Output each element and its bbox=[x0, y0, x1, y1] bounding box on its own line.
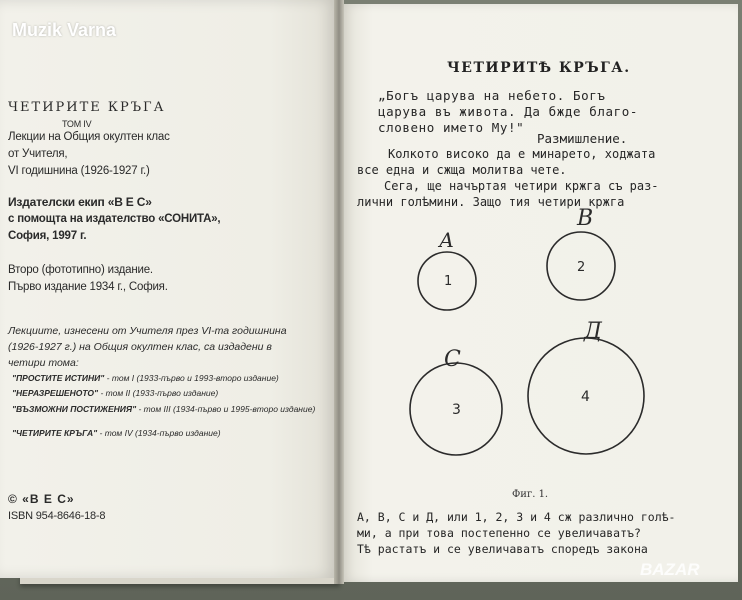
publisher-line-1: Издателски екип «В Е С» bbox=[8, 195, 152, 209]
circle-d-letter: Д bbox=[584, 319, 602, 344]
right-paragraph-line-4: Размишление. bbox=[537, 131, 628, 146]
right-bottom-line-3: Тѣ растатъ и се увеличаватъ споредъ закона bbox=[357, 542, 648, 556]
right-title: ЧЕТИРИТѢ КРЪГА. bbox=[447, 60, 631, 76]
four-circles-figure bbox=[341, 195, 738, 525]
bazar-corner-mark: BAZAR bbox=[640, 560, 700, 579]
isbn-line: ISBN 954-8646-18-8 bbox=[8, 510, 106, 522]
volume-item-1-detail: - том I (1933-първо и 1993-второ издание) bbox=[106, 373, 279, 383]
circle-c bbox=[410, 347, 502, 455]
volume-item-4-name: "ЧЕТИРИТЕ КРЪГА" bbox=[12, 428, 98, 438]
circle-a bbox=[418, 228, 476, 310]
watermark-text: Muzik Varna bbox=[12, 20, 117, 40]
circle-a-number: 1 bbox=[444, 274, 453, 289]
volume-item-2-detail: - том II (1933-първо издание) bbox=[100, 388, 219, 398]
volumes-intro-line-1: Лекциите, изнесени от Учителя през VI-та годишнина bbox=[8, 325, 287, 337]
right-bottom-line-1: А, В, С и Д, или 1, 2, 3 и 4 сж различно голѣ- bbox=[357, 510, 676, 524]
left-title: ЧЕТИРИТЕ КРЪГА bbox=[8, 100, 166, 115]
volumes-intro-line-2: (1926-1927 г.) на Общия окултен клас, са издадени в bbox=[8, 341, 272, 353]
volume-item-2-name: "НЕРАЗРЕШЕНОТО" bbox=[12, 388, 99, 398]
right-paragraph-line-6: все една и сжща молитва чете. bbox=[357, 163, 567, 177]
left-line-3: VI годишнина (1926-1927 г.) bbox=[8, 165, 150, 177]
right-paragraph-line-7: Сега, ще начъртая четири кржга съ раз- bbox=[384, 179, 659, 193]
volume-item-3 bbox=[12, 404, 315, 414]
circle-c-number: 3 bbox=[452, 402, 461, 418]
circle-d-number: 4 bbox=[581, 389, 590, 405]
circle-d bbox=[528, 319, 644, 454]
volumes-intro-line-3: четири тома: bbox=[8, 357, 79, 369]
circle-c-letter: С bbox=[444, 347, 461, 372]
circle-b bbox=[547, 206, 615, 300]
volume-item-2 bbox=[12, 388, 218, 398]
circle-a-letter: А bbox=[439, 228, 455, 252]
publisher-line-3: София, 1997 г. bbox=[8, 230, 87, 242]
volume-item-4-detail: - том IV (1934-първо издание) bbox=[99, 428, 221, 438]
right-paragraph-line-3: словено името Му!" bbox=[378, 120, 525, 135]
left-line-1: Лекции на Общия окултен клас bbox=[8, 131, 170, 143]
copyright-line: © «В Е С» bbox=[8, 492, 75, 506]
edition-line-2: Първо издание 1934 г., София. bbox=[8, 281, 168, 293]
circle-b-number: 2 bbox=[577, 260, 586, 275]
right-paragraph-line-5: Колкото високо да е минарето, ходжата bbox=[388, 147, 656, 161]
volume-item-4 bbox=[12, 428, 221, 438]
left-line-2: от Учителя, bbox=[8, 148, 68, 160]
volume-item-3-name: "ВЪЗМОЖНИ ПОСТИЖЕНИЯ" bbox=[12, 404, 137, 414]
volume-item-3-detail: - том III (1934-първо и 1995-второ издание) bbox=[138, 404, 316, 414]
figure-caption: Фиг. 1. bbox=[512, 489, 549, 500]
edition-line-1: Второ (фототипно) издание. bbox=[8, 264, 153, 276]
right-paragraph-line-2: царува въ живота. Да бжде благо- bbox=[378, 104, 639, 119]
right-paragraph-line-8: лични голѣмини. Защо тия четири кржга bbox=[357, 195, 625, 209]
right-paragraph-line-1: „Богъ царува на небето. Богъ bbox=[378, 88, 606, 103]
volume-label: ТОМ IV bbox=[62, 119, 92, 129]
volume-item-1-name: "ПРОСТИТЕ ИСТИНИ" bbox=[12, 373, 105, 383]
right-bottom-line-2: ми, а при това постепенно се увеличаватъ? bbox=[357, 526, 641, 540]
volume-item-1 bbox=[12, 373, 279, 383]
publisher-line-2: с помощта на издателство «СОНИТА», bbox=[8, 213, 221, 225]
circle-b-letter: В bbox=[577, 206, 594, 231]
